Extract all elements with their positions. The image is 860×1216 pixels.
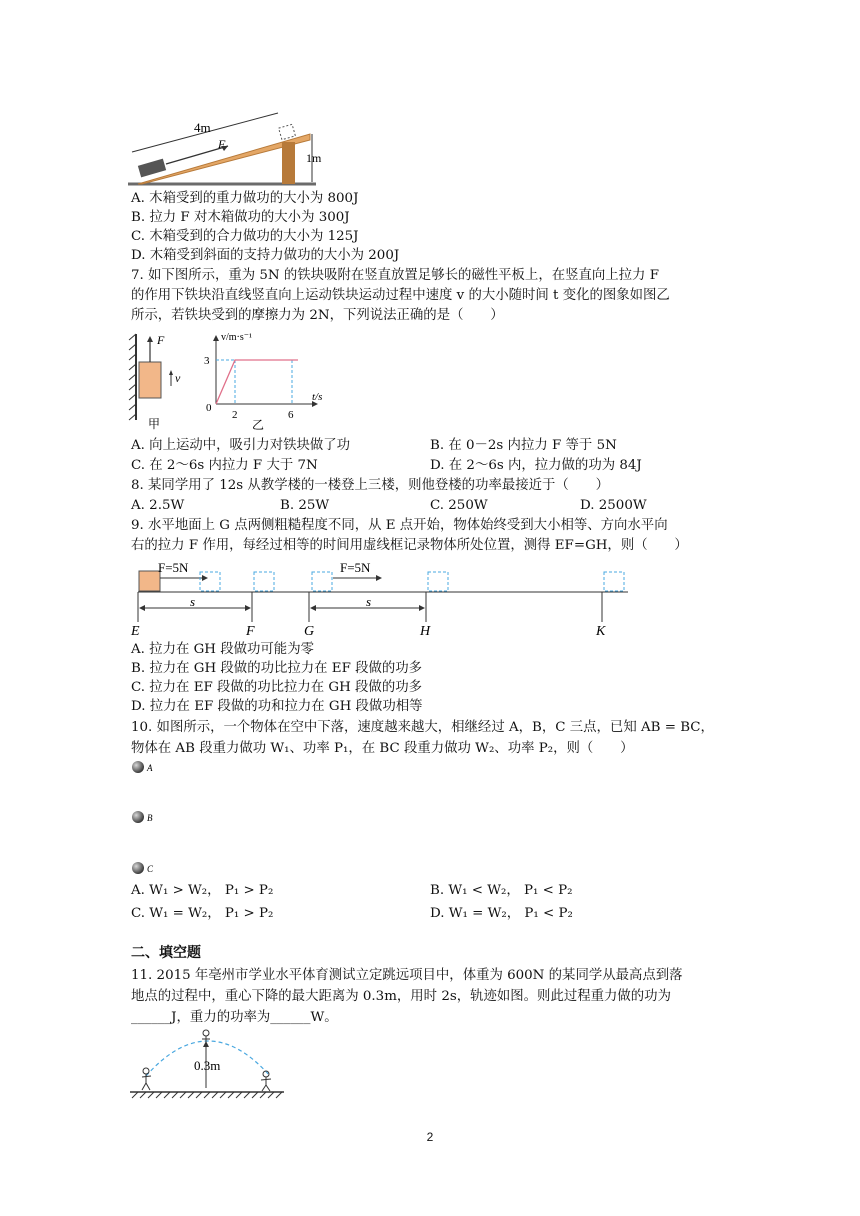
q7-option-d: D. 在 2～6s 内，拉力做的功为 84J bbox=[430, 458, 642, 473]
q11-figure bbox=[128, 1028, 288, 1100]
point-f-label: F bbox=[246, 624, 255, 639]
height-label: 1m bbox=[306, 151, 322, 165]
incline-figure bbox=[128, 112, 322, 190]
q7-option-b: B. 在 0－2s 内拉力 F 等于 5N bbox=[430, 438, 617, 453]
point-e-label: E bbox=[131, 624, 140, 639]
x-tick-0: 0 bbox=[206, 402, 212, 414]
point-h-label: H bbox=[420, 624, 431, 639]
q6-option-c: C. 木箱受到的合力做功的大小为 125J bbox=[131, 229, 359, 244]
y-axis-label: v/m·s⁻¹ bbox=[221, 332, 253, 343]
q7-figure bbox=[128, 328, 348, 433]
q10-line-1: 10. 如图所示，一个物体在空中下落，速度越来越大，相继经过 A，B，C 三点，已知 AB = BC， bbox=[131, 720, 714, 735]
q9-line-2: 右的拉力 F 作用，每经过相等的时间用虚线框记录物体所处位置，测得 EF=GH，则（ ） bbox=[131, 538, 688, 553]
force-label: F bbox=[157, 333, 165, 347]
point-g-label: G bbox=[304, 624, 315, 639]
q7-line-3: 所示，若铁块受到的摩擦力为 2N，下列说法正确的是（ ） bbox=[131, 308, 504, 323]
height-label: 0.3m bbox=[194, 1058, 221, 1073]
x-axis-label: t/s bbox=[312, 391, 323, 403]
section-heading: 二、填空题 bbox=[131, 945, 201, 961]
q10-option-d: D. W₁ = W₂， P₁ < P₂ bbox=[430, 906, 573, 921]
q9-option-c: C. 拉力在 EF 段做的功比拉力在 GH 段做的功多 bbox=[131, 680, 422, 695]
figure-yi-label: 乙 bbox=[252, 418, 265, 432]
force-label: F bbox=[218, 137, 226, 151]
q9-option-d: D. 拉力在 EF 段做的功和拉力在 GH 段做功相等 bbox=[131, 699, 423, 714]
distance-label-2: s bbox=[366, 594, 372, 609]
q7-line-1: 7. 如下图所示，重为 5N 的铁块吸附在竖直放置足够长的磁性平板上，在竖直向上拉力 F bbox=[131, 268, 659, 283]
q11-line-2: 地点的过程中，重心下降的最大距离为 0.3m，用时 2s，轨迹如图。则此过程重力做的功为 bbox=[131, 989, 671, 1004]
q10-line-2: 物体在 AB 段重力做功 W₁、功率 P₁，在 BC 段重力做功 W₂、功率 P₂，则（ ） bbox=[131, 741, 634, 756]
q6-option-d: D. 木箱受到斜面的支持力做功的大小为 200J bbox=[131, 248, 400, 263]
y-tick-3: 3 bbox=[204, 355, 210, 367]
q7-line-2: 的作用下铁块沿直线竖直向上运动铁块运动过程中速度 v 的大小随时间 t 变化的图象如图乙 bbox=[131, 288, 670, 303]
q9-option-b: B. 拉力在 GH 段做的功比拉力在 EF 段做的功多 bbox=[131, 661, 423, 676]
q7-option-a: A. 向上运动中，吸引力对铁块做了功 bbox=[131, 438, 351, 453]
q11-line-3: ______J，重力的功率为______W。 bbox=[131, 1010, 338, 1025]
page-number: 2 bbox=[426, 1130, 434, 1144]
q10-figure bbox=[128, 758, 168, 878]
distance-label-1: s bbox=[190, 594, 196, 609]
x-tick-2: 2 bbox=[232, 409, 238, 421]
q9-option-a: A. 拉力在 GH 段做功可能为零 bbox=[131, 642, 314, 657]
q10-option-c: C. W₁ = W₂， P₁ > P₂ bbox=[131, 906, 274, 921]
q8-option-d: D. 2500W bbox=[580, 498, 647, 513]
q8-line-1: 8. 某同学用了 12s 从教学楼的一楼登上三楼，则他登楼的功率最接近于（ ） bbox=[131, 478, 609, 493]
force-label-1: F=5N bbox=[158, 560, 189, 575]
q6-option-a: A. 木箱受到的重力做功的大小为 800J bbox=[131, 191, 359, 206]
q10-option-a: A. W₁ > W₂， P₁ > P₂ bbox=[131, 883, 274, 898]
q8-option-c: C. 250W bbox=[430, 498, 488, 513]
q9-figure bbox=[128, 556, 638, 638]
q10-option-b: B. W₁ < W₂， P₁ < P₂ bbox=[430, 883, 573, 898]
q8-option-b: B. 25W bbox=[280, 498, 330, 513]
figure-jia-label: 甲 bbox=[148, 417, 161, 431]
q7-option-c: C. 在 2～6s 内拉力 F 大于 7N bbox=[131, 458, 318, 473]
point-a-label: A bbox=[147, 763, 153, 773]
point-c-label: C bbox=[147, 864, 154, 874]
x-tick-6: 6 bbox=[288, 409, 294, 421]
q8-option-a: A. 2.5W bbox=[131, 498, 185, 513]
force-label-2: F=5N bbox=[340, 560, 371, 575]
velocity-label: v bbox=[175, 371, 181, 385]
q9-line-1: 9. 水平地面上 G 点两侧粗糙程度不同，从 E 点开始，物体始终受到大小相等、方向水平向 bbox=[131, 518, 668, 533]
q6-option-b: B. 拉力 F 对木箱做功的大小为 300J bbox=[131, 210, 350, 225]
length-label: 4m bbox=[194, 120, 211, 135]
point-b-label: B bbox=[147, 813, 153, 823]
point-k-label: K bbox=[596, 624, 606, 639]
q11-line-1: 11. 2015 年亳州市学业水平体育测试立定跳远项目中，体重为 600N 的某同学从最高点到落 bbox=[131, 968, 683, 983]
